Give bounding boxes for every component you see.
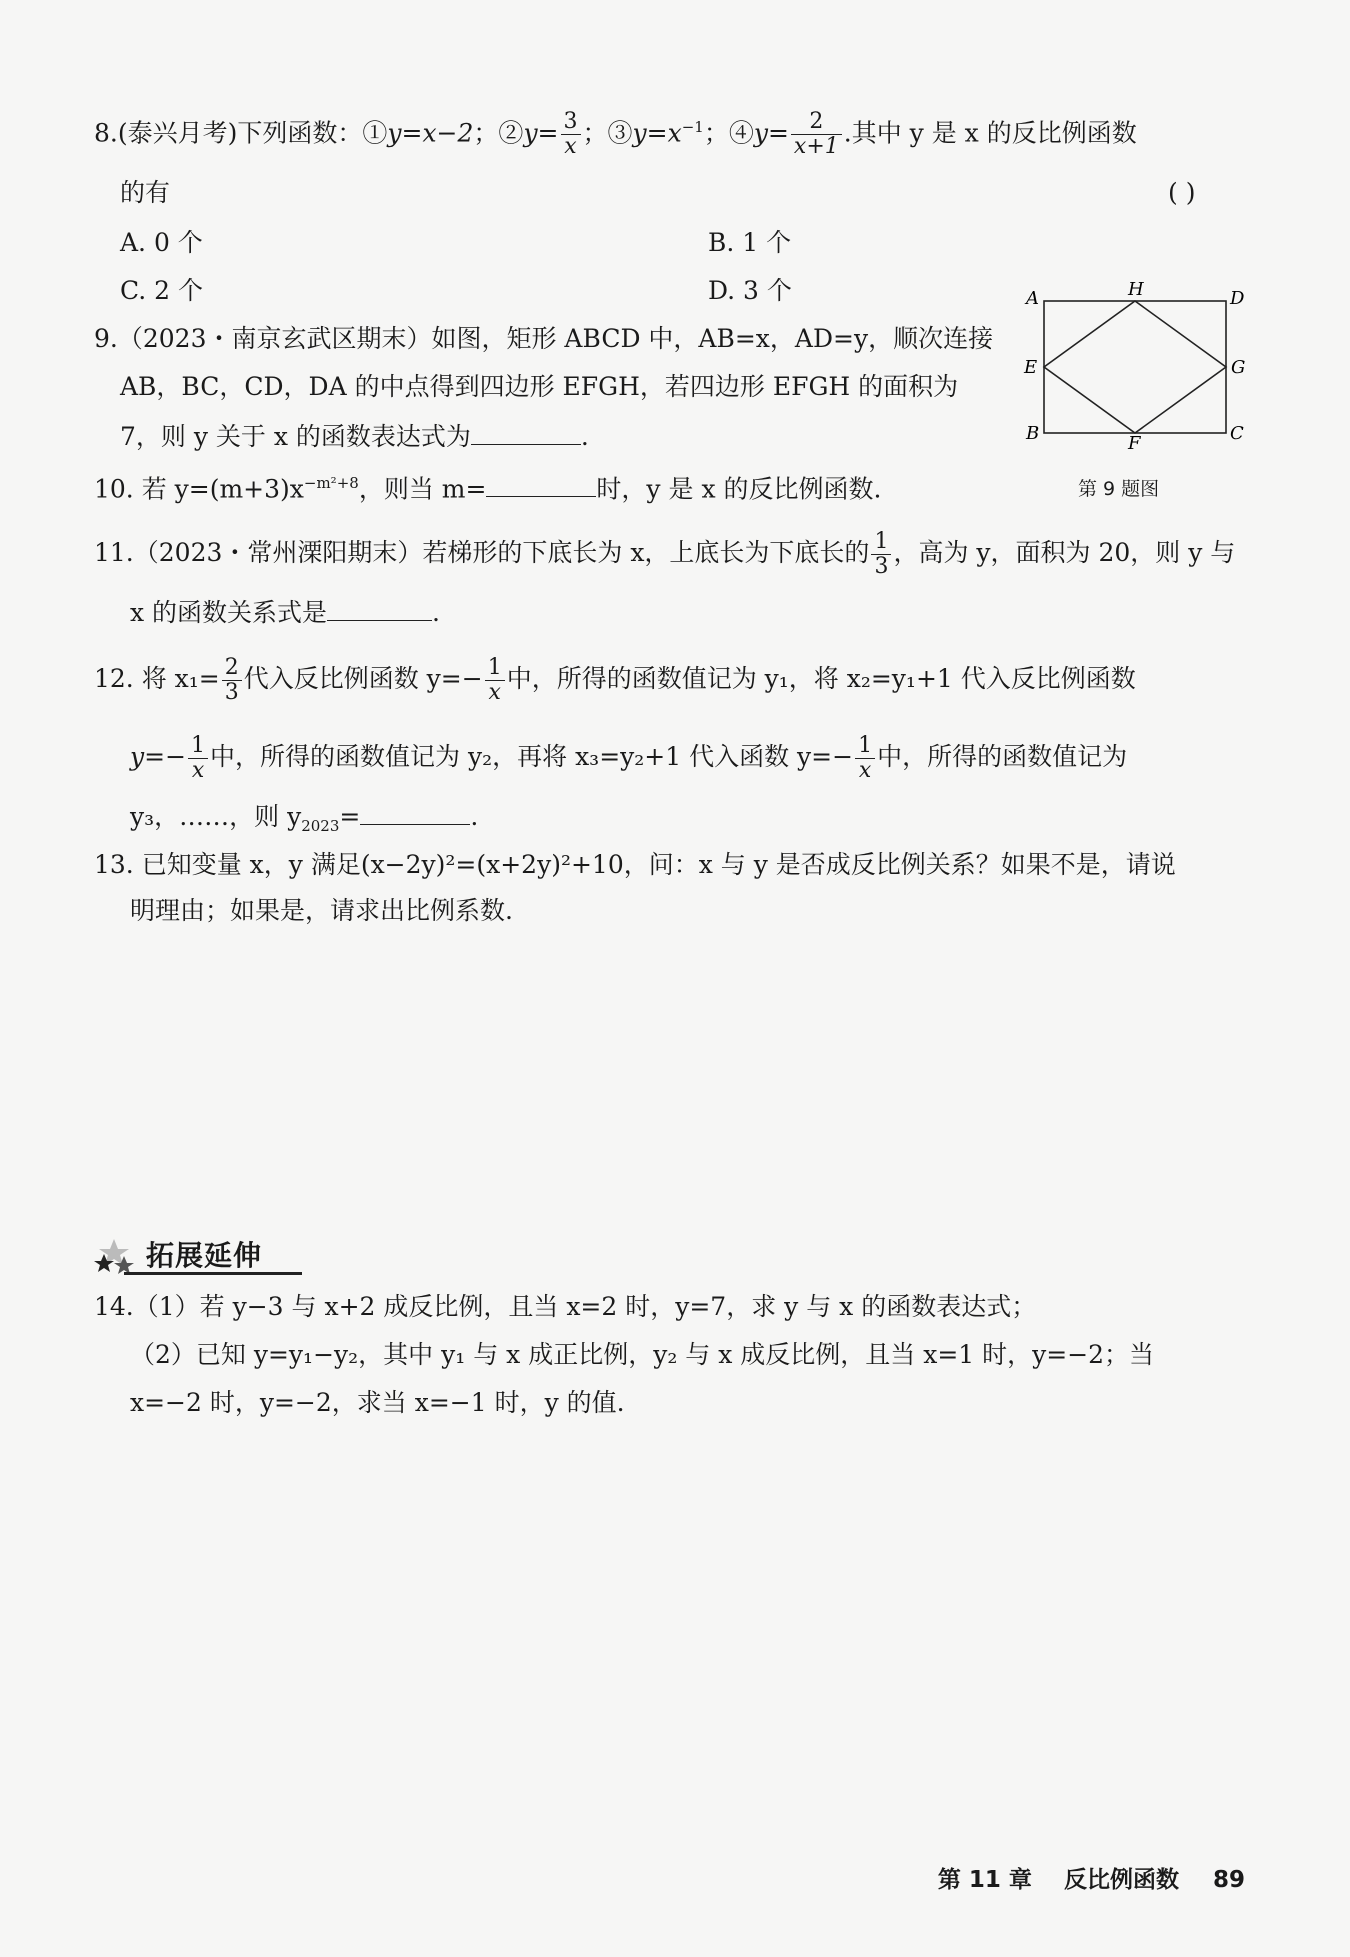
q9-answer-blank[interactable] <box>471 418 581 445</box>
label-e: E <box>1024 357 1038 378</box>
q14-line2: （2）已知 y=y₁−y₂，其中 y₁ 与 x 成正比例，y₂ 与 x 成反比例，且当 x=1 时，y=−2；当 <box>130 1340 1155 1369</box>
q9-line2: AB，BC，CD，DA 的中点得到四边形 EFGH，若四边形 EFGH 的面积为 <box>120 372 959 401</box>
q12-line3 <box>130 798 478 843</box>
q8-function-3-exponent: −1 <box>681 118 704 136</box>
q9-line1: 9.（2023・南京玄武区期末）如图，矩形 ABCD 中，AB=x，AD=y，顺次连接 <box>94 324 994 353</box>
label-b: B <box>1026 423 1040 444</box>
q8-option-d: D. 3 个 <box>708 276 792 305</box>
footer-chapter: 第 11 章 <box>937 1867 1032 1893</box>
q9-figure-caption: 第 9 题图 <box>1078 478 1160 500</box>
page-footer <box>938 1861 1245 1894</box>
q11-line1 <box>94 530 1235 579</box>
page-number: 89 <box>1212 1867 1245 1893</box>
label-f: F <box>1128 433 1141 450</box>
q14-line3: x=−2 时，y=−2，求当 x=−1 时，y 的值. <box>130 1388 625 1417</box>
q9-line3-text: 7，则 y 关于 x 的函数表达式为 <box>120 422 471 451</box>
q14-line1: 14.（1）若 y−3 与 x+2 成反比例，且当 x=2 时，y=7，求 y 与 x 的函数表达式； <box>94 1292 1037 1321</box>
fraction-denominator: 3 <box>874 554 889 579</box>
q12-line1 <box>94 656 1136 705</box>
section-title: 拓展延伸 <box>146 1239 263 1272</box>
fraction-denominator: x <box>858 758 872 783</box>
rectangle-abcd <box>1044 301 1226 433</box>
fraction-denominator: x+1 <box>793 134 839 160</box>
fraction-numerator: 1 <box>855 734 875 759</box>
q11-answer-blank[interactable] <box>327 594 432 621</box>
q11-line2-text: x 的函数关系式是 <box>130 598 328 627</box>
fraction-denominator: 3 <box>224 680 239 705</box>
fraction-numerator: 1 <box>871 530 891 555</box>
q11-line2 <box>130 594 440 630</box>
star-icon <box>94 1236 144 1276</box>
q12-l1-text-b: 代入反比例函数 y=− <box>243 664 483 693</box>
q12-l1-fraction-b <box>485 656 505 705</box>
q12-l2-text-a: y=− <box>130 742 187 771</box>
label-h: H <box>1128 279 1144 300</box>
q12-l3-subscript: 2023 <box>301 817 340 835</box>
q8-option-b: B. 1 个 <box>708 228 792 257</box>
q8-function-1: y=x−2 <box>387 118 474 148</box>
q8-function-4-left: y= <box>753 118 789 148</box>
q8-function-2-fraction <box>561 110 581 159</box>
fraction-numerator: 1 <box>188 734 208 759</box>
q8-stem-b: .其中 y 是 x 的反比例函数 <box>843 118 1137 148</box>
q8-function-2-left: y= <box>523 118 559 148</box>
q10-text-a: 10. 若 y=(m+3)x <box>94 474 304 504</box>
q12-l3-end: . <box>470 802 479 831</box>
q12-l1-text-a: 12. 将 x₁= <box>94 664 220 693</box>
q8-sep-1: ；② <box>473 118 524 148</box>
q12-l2-fraction-a <box>188 734 208 783</box>
q11-text-b: ，高为 y，面积为 20，则 y 与 <box>893 538 1236 567</box>
section-header <box>94 1232 304 1276</box>
q10-text-c: 时，y 是 x 的反比例函数. <box>596 474 882 504</box>
fraction-denominator: x <box>488 680 501 705</box>
q8-answer-paren: ( ) <box>1168 178 1196 207</box>
q8-line2: 的有 <box>120 178 171 207</box>
label-c: C <box>1230 423 1244 444</box>
q12-l3-text-b: = <box>339 802 361 831</box>
q8-function-3: y=x <box>632 118 682 148</box>
q9-figure <box>1020 275 1265 450</box>
label-d: D <box>1230 288 1245 309</box>
q10-exponent: −m²+8 <box>303 474 359 492</box>
q8-function-4-fraction <box>791 110 842 159</box>
q12-l1-text-d: 中，所得的函数值记为 y₁，将 x₂=y₁+1 代入反比例函数 <box>506 664 1136 693</box>
q9-line3-end: . <box>580 422 589 451</box>
q13-line2: 明理由；如果是，请求出比例系数. <box>130 896 513 925</box>
q12-l2-text-d: 中，所得的函数值记为 <box>877 742 1128 771</box>
q8-stem-a: 下列函数：① <box>237 118 388 148</box>
section-underline <box>124 1272 302 1275</box>
label-a: A <box>1026 288 1039 309</box>
q12-l2-text-b: 中，所得的函数值记为 y₂，再将 x₃=y₂+1 代入函数 y=− <box>210 742 854 771</box>
q8-option-a: A. 0 个 <box>120 228 203 257</box>
q8-line1 <box>94 110 1137 159</box>
q12-l2-fraction-b <box>855 734 875 783</box>
q8-number: 8. <box>94 118 118 148</box>
q12-l1-fraction-a <box>222 656 242 705</box>
fraction-numerator: 2 <box>791 110 842 135</box>
q13-line1: 13. 已知变量 x，y 满足(x−2y)²=(x+2y)²+10，问：x 与 y 是否成反比例关系？如果不是，请说 <box>94 850 1176 879</box>
q10-answer-blank[interactable] <box>486 470 596 497</box>
q12-line2 <box>130 734 1127 783</box>
fraction-denominator: x <box>191 758 205 783</box>
q12-answer-blank[interactable] <box>360 798 470 825</box>
q9-line3 <box>120 418 589 454</box>
quadrilateral-efgh <box>1044 301 1226 433</box>
footer-title: 反比例函数 <box>1063 1867 1179 1893</box>
q10-line <box>94 466 881 506</box>
q8-sep-2: ；③ <box>582 118 633 148</box>
q11-fraction <box>871 530 891 579</box>
fraction-numerator: 3 <box>561 110 581 135</box>
fraction-numerator: 1 <box>485 656 505 681</box>
q8-sep-3: ；④ <box>703 118 754 148</box>
q11-text-a: 11.（2023・常州溧阳期末）若梯形的下底长为 x，上底长为下底长的 <box>94 538 870 567</box>
fraction-numerator: 2 <box>222 656 242 681</box>
label-g: G <box>1231 357 1246 378</box>
fraction-denominator: x <box>564 134 577 160</box>
q10-text-b: ，则当 m= <box>358 474 487 504</box>
q12-l3-text-a: y₃，……，则 y <box>130 802 302 831</box>
q8-source: (泰兴月考) <box>117 118 238 148</box>
q8-option-c: C. 2 个 <box>120 276 203 305</box>
q11-line2-end: . <box>432 598 440 627</box>
